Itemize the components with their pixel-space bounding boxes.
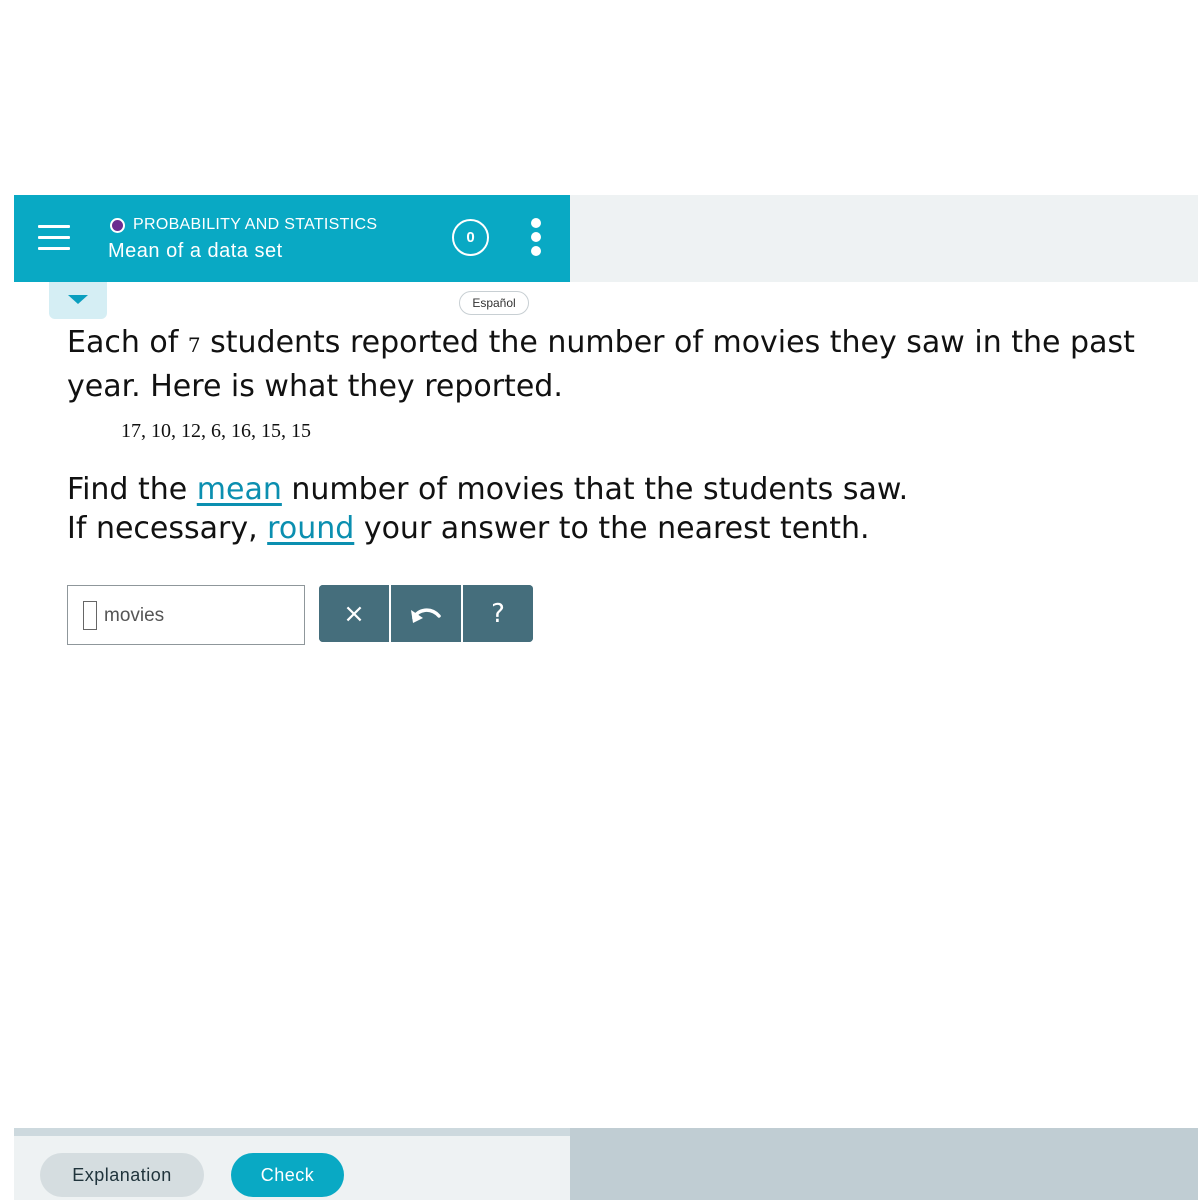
- explanation-button[interactable]: Explanation: [40, 1153, 204, 1197]
- footer-background: [570, 1128, 1198, 1200]
- progress-score: 0: [452, 219, 489, 256]
- question-part2: students reported the number of movies they saw in the past year. Here is what they reported.: [67, 325, 1135, 404]
- undo-icon: [409, 603, 443, 625]
- instruction-text: [67, 470, 1187, 548]
- header-bar: [14, 195, 570, 282]
- espanol-button[interactable]: Español: [459, 291, 529, 315]
- topic-row: [110, 215, 377, 235]
- round-post: your answer to the nearest tenth.: [354, 511, 870, 546]
- answer-unit-label: movies: [104, 605, 165, 626]
- answer-input[interactable]: [67, 585, 305, 645]
- round-line: [67, 509, 1187, 548]
- topic-label: PROBABILITY AND STATISTICS: [133, 216, 378, 233]
- round-link[interactable]: round: [267, 511, 355, 546]
- undo-button[interactable]: [389, 585, 461, 642]
- chevron-down-icon: [68, 295, 88, 304]
- check-button[interactable]: Check: [231, 1153, 344, 1197]
- close-icon: ×: [343, 598, 365, 629]
- data-set: 17, 10, 12, 6, 16, 15, 15: [121, 420, 311, 442]
- question-part1: Each of: [67, 325, 188, 360]
- hamburger-menu-icon[interactable]: [38, 225, 70, 251]
- round-pre: If necessary,: [67, 511, 268, 546]
- topic-dot-icon: [110, 218, 125, 233]
- find-line: [67, 470, 1187, 509]
- collapse-header-button[interactable]: [49, 282, 107, 319]
- find-post: number of movies that the students saw.: [281, 472, 909, 507]
- help-button[interactable]: [461, 585, 533, 642]
- help-icon: ?: [491, 598, 505, 629]
- find-pre: Find the: [67, 472, 197, 507]
- more-options-icon[interactable]: [528, 218, 544, 258]
- student-count: 7: [187, 333, 201, 357]
- mean-link[interactable]: mean: [196, 472, 282, 507]
- answer-placeholder-box[interactable]: [83, 601, 97, 630]
- lesson-title: Mean of a data set: [108, 240, 283, 262]
- answer-tools: [319, 585, 533, 642]
- question-text: [67, 322, 1187, 407]
- header-background: [570, 195, 1198, 282]
- clear-button[interactable]: [319, 585, 389, 642]
